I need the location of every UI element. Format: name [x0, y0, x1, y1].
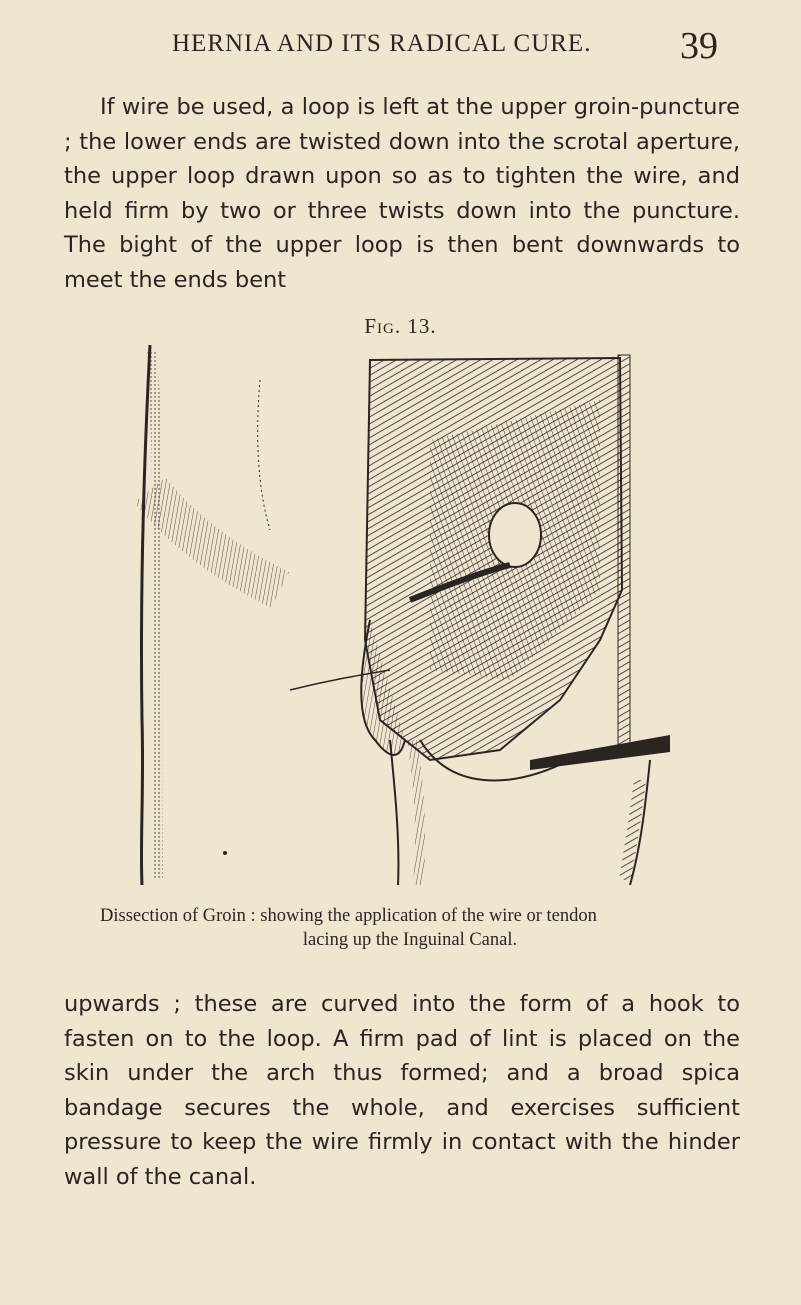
figure-label: Fig. 13. [364, 314, 437, 338]
running-title: HERNIA AND ITS RADICAL CURE. [172, 30, 592, 57]
page-number: 39 [680, 25, 718, 67]
paragraph-bottom: upwards ; these are curved into the form of a hook to fasten on to the loop. A firm pad of lint is placed on the skin under the arch thus formed; and a broad spica bandage secures the whole, and exercises sufficient pressure to keep the wire firmly in contact with the hinder wall of the canal. [64, 991, 740, 1190]
paragraph-top [64, 90, 740, 297]
running-header [0, 25, 801, 70]
figure-caption [100, 904, 720, 952]
caption-line-2: lacing up the Inguinal Canal. [302, 930, 518, 950]
caption-line-1: Dissection of Groin : showing the application of the wire or tendon [100, 906, 597, 926]
dissection-illustration [130, 340, 670, 900]
paragraph-top-text: If wire be used, a loop is left at the upper groin-puncture ; the lower ends are twisted down into the scrotal aperture, the upper loop drawn upon so as to tighten the wire, and held firm by two or three twists down into the puncture. The bight of the upper loop is then bent downwards to meet the ends bent [64, 94, 740, 293]
